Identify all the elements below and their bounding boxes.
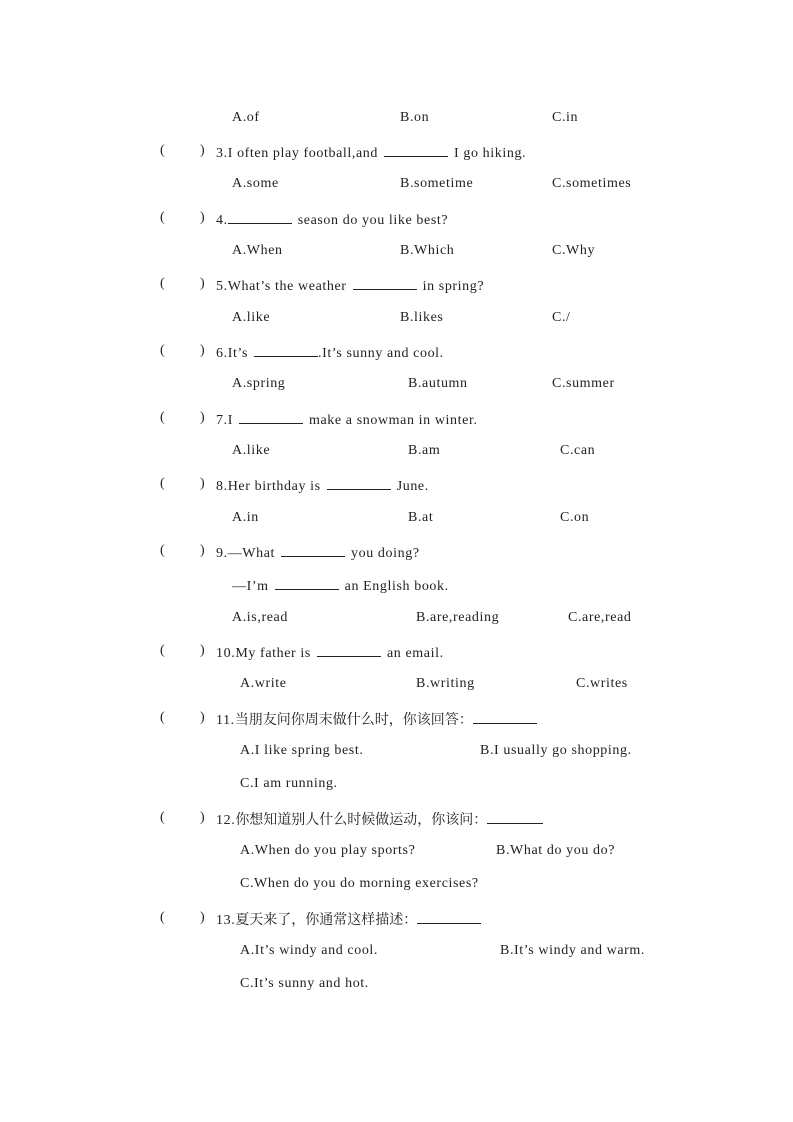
option-c: C.are,read (568, 610, 632, 625)
stem-prompt-chinese: 夏天来了，你通常这样描述： (235, 912, 418, 928)
answer-blank (353, 276, 417, 290)
answer-paren-close: ) (200, 476, 205, 491)
answer-paren-open[interactable]: ( (160, 810, 165, 825)
answer-paren-close: ) (200, 810, 205, 825)
stem-pre: It’s (227, 346, 248, 361)
question-number: 12. (216, 813, 236, 828)
question-stem (216, 143, 526, 162)
option-a: A.write (240, 676, 287, 691)
option-b: B.are,reading (416, 610, 500, 625)
stem-pre: What’s the weather (227, 279, 347, 294)
question-stem (216, 910, 487, 929)
answer-paren-close: ) (200, 543, 205, 558)
question-stem (216, 276, 484, 295)
answer-blank (317, 643, 381, 657)
answer-paren-open[interactable]: ( (160, 276, 165, 291)
stem-prompt-chinese: 当朋友问你周末做什么时，你该回答： (234, 712, 473, 728)
option-b: B.I usually go shopping. (480, 743, 632, 758)
question-number: 3. (216, 146, 228, 161)
option-c: C.It’s sunny and hot. (240, 976, 369, 991)
answer-paren-open[interactable]: ( (160, 143, 165, 158)
answer-paren-close: ) (200, 276, 205, 291)
stem-pre: I often play football,and (227, 146, 378, 161)
option-b: B.at (408, 510, 434, 525)
stem-post: make a snowman in winter. (308, 413, 478, 428)
option-b: B.sometime (400, 176, 474, 191)
option-c: C.writes (576, 676, 628, 691)
option-b: B.am (408, 443, 441, 458)
stem-prompt-chinese: 你想知道别人什么时候做运动，你该问： (235, 812, 488, 828)
question-stem (216, 710, 543, 729)
stem-post: .It’s sunny and cool. (318, 346, 444, 361)
option-b: B.on (400, 110, 430, 125)
answer-blank (239, 410, 303, 424)
answer-paren-close: ) (200, 910, 205, 925)
option-b: B.writing (416, 676, 475, 691)
option-a: A.It’s windy and cool. (240, 943, 379, 958)
option-a: A.like (232, 443, 271, 458)
question-number: 9. (216, 546, 228, 561)
question-stem (216, 643, 444, 662)
answer-blank (384, 143, 448, 157)
question-stem (216, 810, 549, 829)
option-c: C.on (560, 510, 590, 525)
option-c: C.Why (552, 243, 596, 258)
answer-paren-open[interactable]: ( (160, 643, 165, 658)
option-c: C.can (560, 443, 596, 458)
stem-post: you doing? (351, 546, 420, 561)
answer-paren-open[interactable]: ( (160, 710, 165, 725)
question-number: 11. (216, 713, 235, 728)
answer-blank (487, 810, 543, 824)
question-stem-line-2 (232, 576, 449, 595)
answer-paren-open[interactable]: ( (160, 410, 165, 425)
answer-blank (228, 210, 292, 224)
answer-blank (254, 343, 318, 357)
question-stem (216, 210, 448, 229)
question-stem (216, 410, 478, 429)
option-a: A.I like spring best. (240, 743, 364, 758)
stem-pre: —I’m (232, 579, 269, 594)
stem-post: June. (396, 479, 429, 494)
option-a: A.of (232, 110, 260, 125)
stem-post: season do you like best? (297, 213, 449, 228)
stem-post: I go hiking. (454, 146, 527, 161)
question-number: 10. (216, 646, 236, 661)
stem-pre: Her birthday is (227, 479, 321, 494)
stem-pre: —What (227, 546, 276, 561)
answer-paren-close: ) (200, 643, 205, 658)
stem-post: in spring? (422, 279, 485, 294)
answer-blank (281, 543, 345, 557)
answer-paren-open[interactable]: ( (160, 910, 165, 925)
option-c: C.in (552, 110, 579, 125)
option-c: C.summer (552, 376, 615, 391)
answer-paren-open[interactable]: ( (160, 210, 165, 225)
option-b: B.likes (400, 310, 444, 325)
answer-paren-close: ) (200, 343, 205, 358)
answer-paren-close: ) (200, 143, 205, 158)
answer-paren-close: ) (200, 710, 205, 725)
answer-blank (327, 476, 391, 490)
question-stem (216, 476, 429, 495)
question-stem (216, 343, 444, 362)
answer-paren-open[interactable]: ( (160, 476, 165, 491)
option-a: A.spring (232, 376, 286, 391)
answer-blank (417, 910, 481, 924)
option-c: C.When do you do morning exercises? (240, 876, 479, 891)
stem-pre: My father is (235, 646, 311, 661)
option-b: B.It’s windy and warm. (500, 943, 646, 958)
answer-paren-open[interactable]: ( (160, 543, 165, 558)
answer-paren-close: ) (200, 410, 205, 425)
answer-blank (473, 710, 537, 724)
option-b: B.autumn (408, 376, 468, 391)
option-a: A.When do you play sports? (240, 843, 416, 858)
option-c: C./ (552, 310, 571, 325)
question-number: 8. (216, 479, 228, 494)
question-stem (216, 543, 420, 562)
option-a: A.When (232, 243, 283, 258)
option-a: A.like (232, 310, 271, 325)
stem-post: an email. (386, 646, 444, 661)
option-a: A.some (232, 176, 279, 191)
question-number: 6. (216, 346, 228, 361)
stem-post: an English book. (344, 579, 449, 594)
option-b: B.What do you do? (496, 843, 616, 858)
answer-blank (275, 576, 339, 590)
question-number: 7. (216, 413, 228, 428)
question-number: 13. (216, 913, 236, 928)
option-c: C.I am running. (240, 776, 338, 791)
option-c: C.sometimes (552, 176, 632, 191)
option-a: A.in (232, 510, 259, 525)
answer-paren-open[interactable]: ( (160, 343, 165, 358)
question-number: 5. (216, 279, 228, 294)
answer-paren-close: ) (200, 210, 205, 225)
option-a: A.is,read (232, 610, 288, 625)
stem-pre: I (227, 413, 233, 428)
option-b: B.Which (400, 243, 455, 258)
question-number: 4. (216, 213, 228, 228)
